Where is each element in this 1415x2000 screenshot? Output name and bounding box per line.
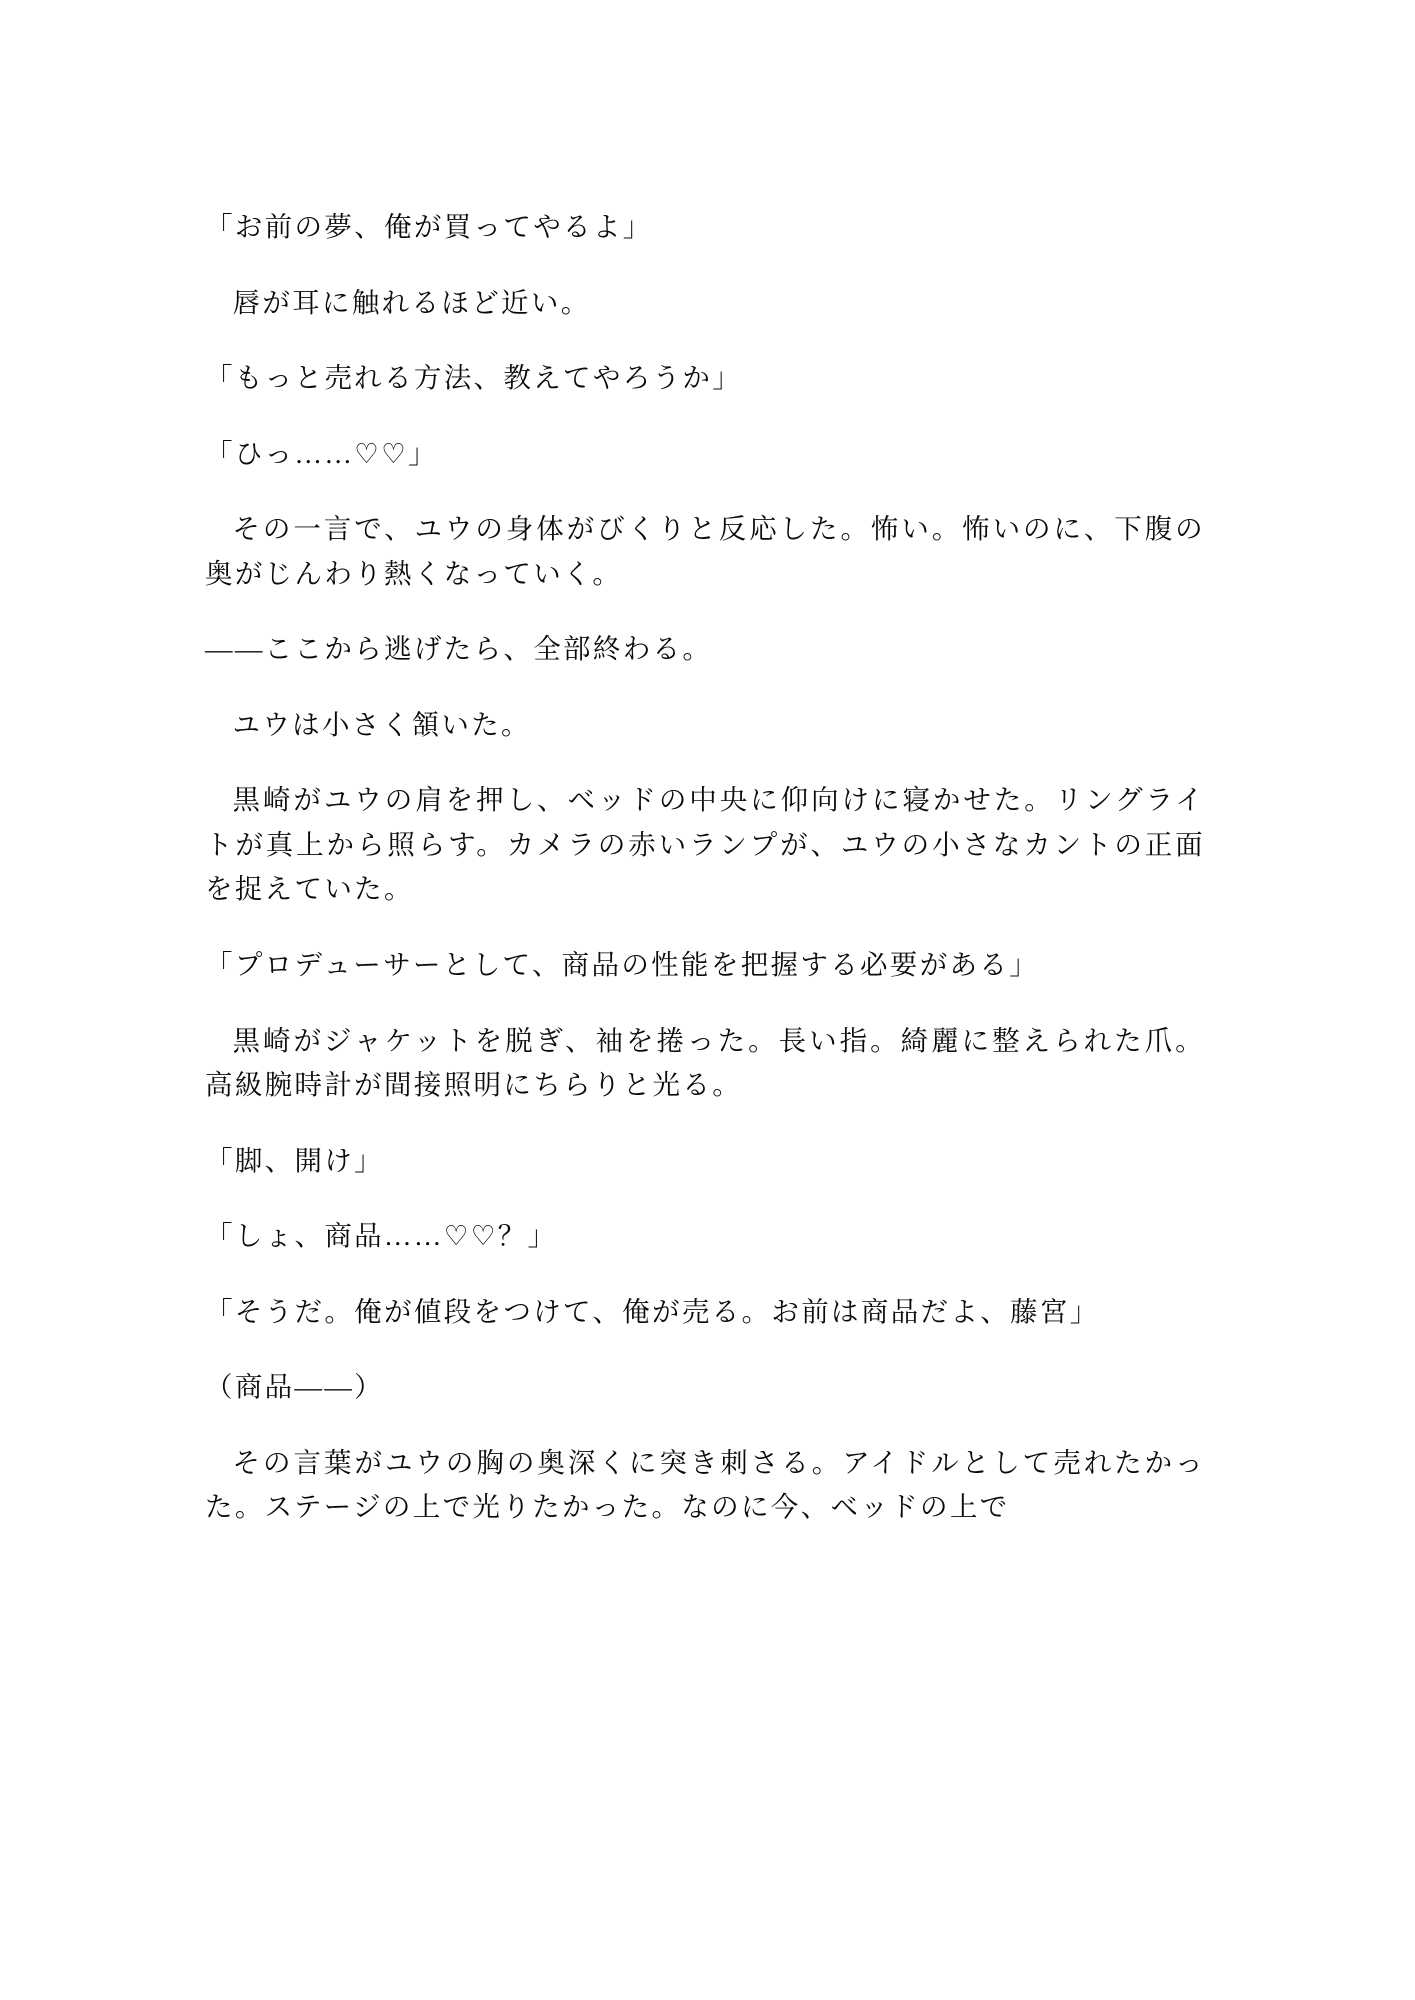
paragraph: （商品——） — [205, 1371, 385, 1403]
paragraph: 「脚、開け」 — [205, 1144, 385, 1176]
paragraph: ユウは小さく頷いた。 — [232, 708, 531, 740]
paragraph: 「ひっ……♡♡」 — [205, 437, 439, 469]
paragraph: 「お前の夢、俺が買ってやるよ」 — [205, 211, 653, 242]
paragraph: 「しょ、商品……♡♡？」 — [205, 1220, 558, 1252]
paragraph: 黒崎がユウの肩を押し、ベッドの中央に仰向けに寝かせた。リングライトが真上から照らす。カメラの赤いランプが、ユウの小さなカントの正面を捉えていた。 — [205, 784, 1205, 905]
paragraph: 黒崎がジャケットを脱ぎ、袖を捲った。長い指。綺麗に整えられた爪。高級腕時計が間接照明にちらりと光る。 — [205, 1024, 1205, 1101]
paragraph: 唇が耳に触れるほど近い。 — [232, 286, 591, 318]
text-column — [205, 205, 1205, 1530]
paragraph: 「プロデューサーとして、商品の性能を把握する必要がある」 — [205, 949, 1040, 981]
paragraph: 「もっと売れる方法、教えてやろうか」 — [205, 362, 743, 394]
paragraph: その言葉がユウの胸の奥深くに突き刺さる。アイドルとして売れたかった。ステージの上で光りたかった。なのに今、ベッドの上で — [205, 1446, 1205, 1523]
paragraph: 「そうだ。俺が値段をつけて、俺が売る。お前は商品だよ、藤宮」 — [205, 1295, 1100, 1327]
paragraph: その一言で、ユウの身体がびくりと反応した。怖い。怖いのに、下腹の奥がじんわり熱くなっていく。 — [205, 513, 1205, 589]
paragraph: ——ここから逃げたら、全部終わる。 — [205, 633, 713, 665]
